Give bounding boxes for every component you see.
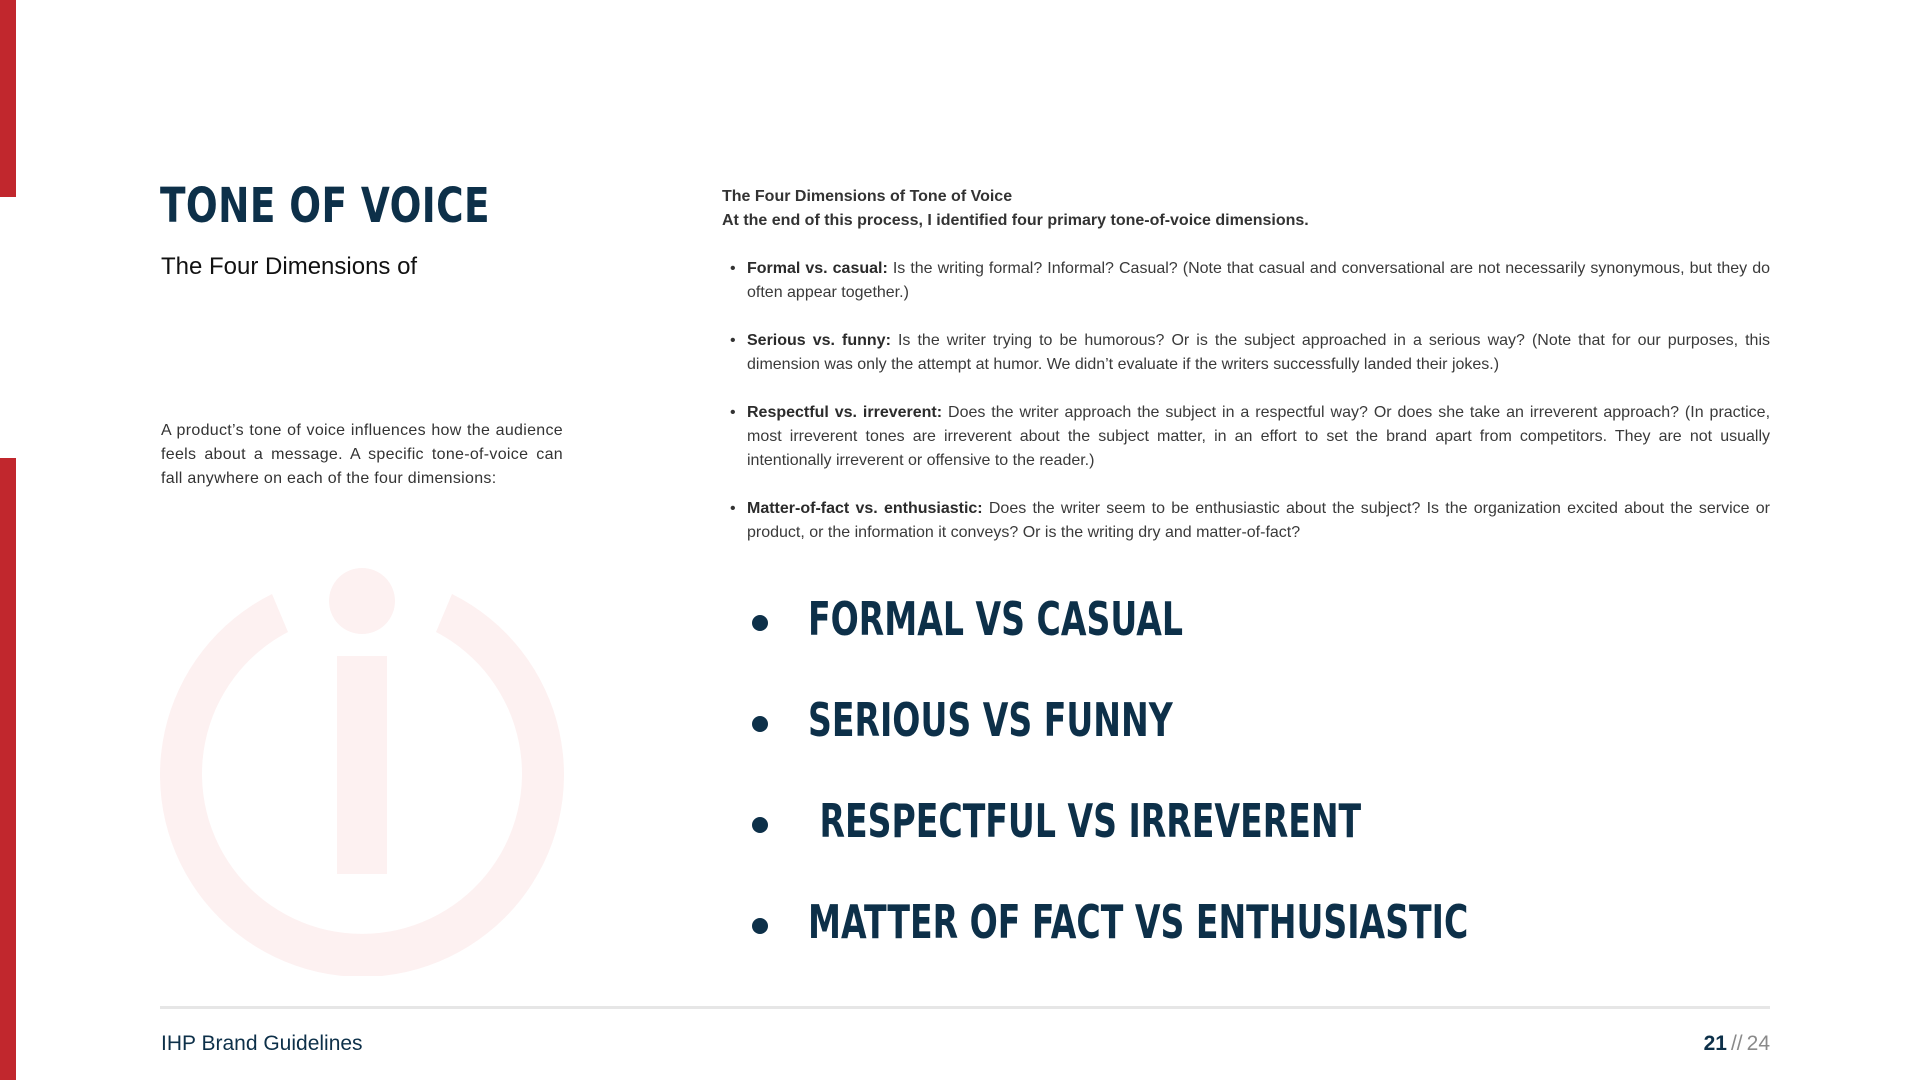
intro-paragraph: A product’s tone of voice influences how the audience feels about a message. A specific tone-of-voice can fall anywhere on each of the four dimensions: xyxy=(161,422,563,487)
dimension-term: Formal vs. casual: xyxy=(747,260,888,277)
dimension-item xyxy=(722,257,1770,305)
page-current: 21 xyxy=(1703,1032,1727,1055)
bullet-icon xyxy=(752,817,768,833)
page-title: TONE OF VOICE xyxy=(160,178,490,234)
dimension-term: Serious vs. funny: xyxy=(747,332,891,349)
dimension-text: Does the writer approach the subject in a respectful way? Or does she take an irreverent approach? (In practice, most irreverent tones are irreverent about the subject matter, in an effort to set the brand apart from competitors. They are not usually intentionally irreverent or offensive to the reader.) xyxy=(747,404,1771,469)
dimension-text: Is the writing formal? Informal? Casual? (Note that casual and conversational are not necessarily synonymous, but they do often appear together.) xyxy=(747,260,1771,301)
summary-label: MATTER OF FACT VS ENTHUSIASTIC xyxy=(808,895,1469,949)
bullet-icon xyxy=(752,918,768,934)
footer-divider xyxy=(160,1006,1770,1009)
dimensions-header xyxy=(722,185,1770,233)
dimensions-list xyxy=(722,257,1770,569)
dimension-item xyxy=(722,497,1770,545)
page-subtitle: The Four Dimensions of xyxy=(161,253,418,280)
page-separator: // xyxy=(1730,1032,1743,1055)
summary-label: RESPECTFUL VS IRREVERENT xyxy=(808,794,1362,848)
summary-label: SERIOUS VS FUNNY xyxy=(808,693,1173,747)
summary-label: FORMAL VS CASUAL xyxy=(808,592,1183,646)
summary-item xyxy=(752,792,1725,893)
dimension-text: Is the writer trying to be humorous? Or is the subject approached in a serious way? (Note that for our purposes, this dimension was only the attempt at humor. We didn’t evaluate if the writers successfully landed their jokes.) xyxy=(747,332,1770,373)
dimensions-heading: The Four Dimensions of Tone of Voice xyxy=(722,188,1013,205)
dimensions-intro: At the end of this process, I identified four primary tone-of-voice dimensions. xyxy=(722,212,1309,229)
info-power-icon xyxy=(160,566,564,976)
page-total: 24 xyxy=(1746,1032,1770,1055)
footer-brand: IHP Brand Guidelines xyxy=(161,1032,363,1055)
watermark-dot xyxy=(329,568,395,634)
accent-bar-top xyxy=(0,0,16,197)
bullet-icon xyxy=(752,615,768,631)
dimension-summary-list xyxy=(752,590,1725,994)
page-indicator xyxy=(1704,1032,1770,1056)
dimension-item xyxy=(722,401,1770,473)
summary-item xyxy=(752,590,1725,691)
dimension-text: Does the writer seem to be enthusiastic about the subject? Is the organization excited about the service or product, or the information it conveys? Or is the writing dry and matter-of-fact? xyxy=(747,500,1770,541)
dimension-item xyxy=(722,329,1770,377)
accent-bar-bottom xyxy=(0,458,16,1080)
watermark-stem xyxy=(337,656,387,874)
summary-item xyxy=(752,691,1725,792)
bullet-icon xyxy=(752,716,768,732)
dimension-term: Respectful vs. irreverent: xyxy=(747,404,943,421)
summary-item xyxy=(752,893,1725,994)
dimension-term: Matter-of-fact vs. enthusiastic: xyxy=(747,500,983,517)
